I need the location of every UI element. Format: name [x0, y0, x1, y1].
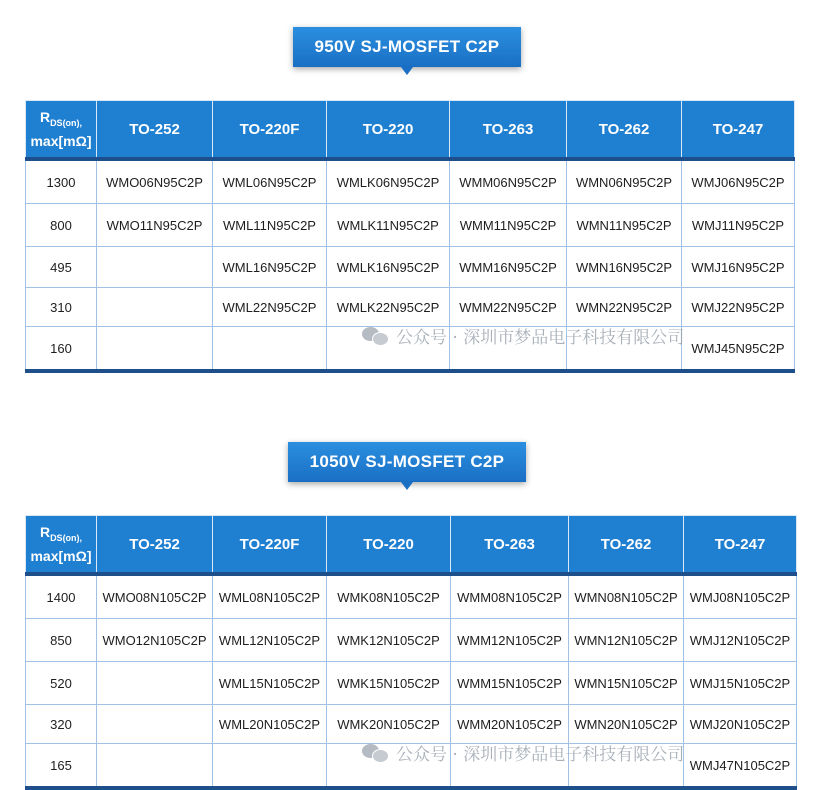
table-row: [26, 247, 795, 288]
package-header-to262: TO-262: [567, 101, 682, 160]
part-number-cell: WMN20N105C2P: [569, 705, 684, 744]
part-number-cell: WMO11N95C2P: [97, 204, 213, 247]
rds-unit: max[mΩ]: [30, 132, 92, 149]
part-number-cell: WMN11N95C2P: [567, 204, 682, 247]
part-number-cell: WMK20N105C2P: [327, 705, 451, 744]
part-number-cell: WMJ20N105C2P: [684, 705, 797, 744]
package-header-to247: TO-247: [684, 516, 797, 575]
part-number-cell: WMM15N105C2P: [451, 662, 569, 705]
part-number-cell: WMM12N105C2P: [451, 619, 569, 662]
part-number-cell: WMJ16N95C2P: [682, 247, 795, 288]
part-number-cell: WML06N95C2P: [213, 159, 327, 204]
part-number-cell: WMJ47N105C2P: [684, 744, 797, 789]
part-number-cell: [97, 662, 213, 705]
part-number-cell: WML20N105C2P: [213, 705, 327, 744]
section-title-banner: [293, 27, 522, 67]
part-number-cell: WMN16N95C2P: [567, 247, 682, 288]
wechat-icon: [362, 743, 388, 763]
banner-pointer: [401, 482, 413, 490]
part-number-cell: WMN08N105C2P: [569, 574, 684, 619]
rds-column-header: [26, 101, 97, 160]
rds-symbol: R: [39, 109, 51, 126]
table-row: [26, 662, 797, 705]
banner-pointer: [401, 67, 413, 75]
part-number-cell: [97, 288, 213, 327]
part-number-cell: [213, 744, 327, 789]
watermark: [362, 323, 684, 348]
table-row: [26, 619, 797, 662]
part-number-cell: WMM08N105C2P: [451, 574, 569, 619]
package-header-to220f: TO-220F: [213, 101, 327, 160]
package-header-to263: TO-263: [450, 101, 567, 160]
part-number-cell: WML11N95C2P: [213, 204, 327, 247]
rds-subscript: DS(on),: [50, 117, 83, 128]
package-header-to220f: TO-220F: [213, 516, 327, 575]
rds-symbol: R: [39, 524, 51, 541]
part-number-cell: WMJ12N105C2P: [684, 619, 797, 662]
part-number-cell: WMLK11N95C2P: [327, 204, 450, 247]
package-header-to252: TO-252: [97, 516, 213, 575]
wechat-icon: [362, 326, 388, 346]
rds-value-cell: 1400: [26, 574, 97, 619]
part-number-cell: WMJ15N105C2P: [684, 662, 797, 705]
part-number-cell: WMK08N105C2P: [327, 574, 451, 619]
rds-value-cell: 800: [26, 204, 97, 247]
rds-value-cell: 310: [26, 288, 97, 327]
part-number-cell: WMO08N105C2P: [97, 574, 213, 619]
rds-unit: max[mΩ]: [30, 547, 92, 564]
package-header-to220: TO-220: [327, 516, 451, 575]
package-header-to263: TO-263: [451, 516, 569, 575]
part-number-cell: WMJ45N95C2P: [682, 327, 795, 372]
part-number-cell: [213, 327, 327, 372]
part-number-cell: WMM16N95C2P: [450, 247, 567, 288]
part-number-cell: WMLK06N95C2P: [327, 159, 450, 204]
part-number-cell: WMN06N95C2P: [567, 159, 682, 204]
table-row: [26, 288, 795, 327]
section-title: 1050V SJ-MOSFET C2P: [309, 452, 505, 471]
watermark-text: 公众号 · 深圳市梦品电子科技有限公司: [396, 745, 685, 765]
rds-value-cell: 850: [26, 619, 97, 662]
rds-subscript: DS(on),: [50, 532, 83, 543]
package-header-to262: TO-262: [569, 516, 684, 575]
part-number-cell: WMM06N95C2P: [450, 159, 567, 204]
part-number-cell: WMN12N105C2P: [569, 619, 684, 662]
rds-value-cell: 1300: [26, 159, 97, 204]
part-number-cell: WML08N105C2P: [213, 574, 327, 619]
part-number-cell: WMLK22N95C2P: [327, 288, 450, 327]
rds-value-cell: 160: [26, 327, 97, 372]
table-header-row: [26, 101, 795, 160]
part-number-cell: WML12N105C2P: [213, 619, 327, 662]
part-number-cell: WMK15N105C2P: [327, 662, 451, 705]
rds-column-header: [26, 516, 97, 575]
table-row: [26, 204, 795, 247]
part-number-cell: WMM11N95C2P: [450, 204, 567, 247]
part-number-cell: WMK12N105C2P: [327, 619, 451, 662]
part-number-cell: WML15N105C2P: [213, 662, 327, 705]
rds-value-cell: 320: [26, 705, 97, 744]
section-title: 950V SJ-MOSFET C2P: [314, 37, 500, 56]
part-number-cell: WMJ08N105C2P: [684, 574, 797, 619]
part-number-cell: WMM20N105C2P: [451, 705, 569, 744]
table-header-row: [26, 516, 797, 575]
part-number-cell: WMJ06N95C2P: [682, 159, 795, 204]
part-number-cell: WMO12N105C2P: [97, 619, 213, 662]
part-number-cell: WML16N95C2P: [213, 247, 327, 288]
watermark: [362, 740, 684, 765]
rds-value-cell: 165: [26, 744, 97, 789]
part-number-cell: WMJ11N95C2P: [682, 204, 795, 247]
table-row: [26, 159, 795, 204]
part-number-cell: WMJ22N95C2P: [682, 288, 795, 327]
package-header-to252: TO-252: [97, 101, 213, 160]
table-row: [26, 705, 797, 744]
part-number-cell: [97, 744, 213, 789]
watermark-text: 公众号 · 深圳市梦品电子科技有限公司: [396, 328, 685, 348]
section-title-banner: [288, 442, 527, 482]
part-number-cell: WMLK16N95C2P: [327, 247, 450, 288]
table-row: [26, 574, 797, 619]
rds-value-cell: 520: [26, 662, 97, 705]
part-number-cell: [97, 705, 213, 744]
part-number-cell: [97, 247, 213, 288]
package-header-to247: TO-247: [682, 101, 795, 160]
part-number-cell: WMN15N105C2P: [569, 662, 684, 705]
part-number-cell: [97, 327, 213, 372]
part-number-cell: WMN22N95C2P: [567, 288, 682, 327]
part-number-cell: WMM22N95C2P: [450, 288, 567, 327]
part-number-cell: WMO06N95C2P: [97, 159, 213, 204]
part-number-cell: WML22N95C2P: [213, 288, 327, 327]
rds-value-cell: 495: [26, 247, 97, 288]
package-header-to220: TO-220: [327, 101, 450, 160]
